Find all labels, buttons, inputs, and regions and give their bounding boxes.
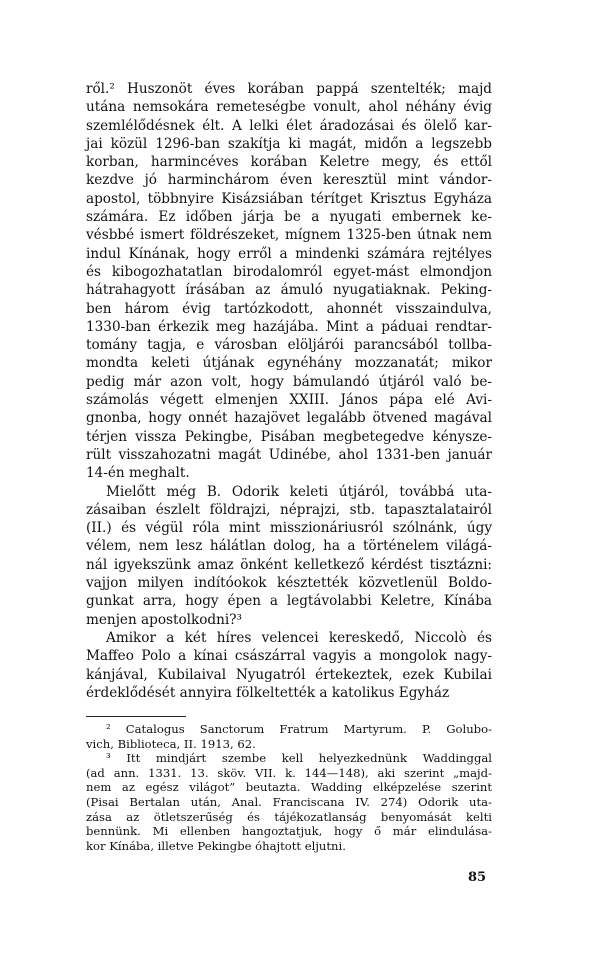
paragraph — [86, 80, 492, 483]
text-line: kor Kínába, illetve Pekingbe óhajtott eljutni. — [86, 838, 346, 853]
footnotes — [86, 722, 492, 853]
footnote — [86, 751, 492, 853]
text-line: tomány tagja, e városban elöljárói parancsából tollba- — [86, 337, 492, 354]
text-line: ² Catalogus Sanctorum Fratrum Martyrum. P. Golubo- — [106, 722, 492, 737]
text-line: kánjával, Kubilaival Nyugatról értekeztek, ezek Kubilai — [86, 666, 492, 683]
text-line: apostol, többnyire Kisázsiában térítget Krisztus Egyháza — [86, 190, 492, 207]
text-line: (II.) és végül róla mint misszionáriusról szólnánk, úgy — [86, 520, 492, 537]
text-line: érdeklődését annyira fölkeltették a katolikus Egyház — [86, 684, 450, 701]
text-line: Amikor a két híres velencei kereskedő, Niccolò és — [106, 629, 492, 646]
text-line: számolás végett elmenjen XXIII. János pápa elé Avi- — [86, 392, 492, 409]
text-line: nál igyekszünk amaz önként kelletkező kérdést tisztázni: — [86, 556, 492, 573]
footnote — [86, 722, 492, 751]
text-line: térjen vissza Pekingbe, Pisában megbetegedve kénysze- — [86, 428, 492, 445]
text-line: ről.² Huszonöt éves korában pappá szentelték; majd — [86, 81, 492, 97]
text-line: bennünk. Mi ellenben hangoztatjuk, hogy ő már elindulása- — [86, 824, 492, 839]
text-line: és kibogozhatatlan birodalomról egyet-mást elmondjon — [86, 263, 492, 280]
paragraph — [86, 629, 492, 702]
text-line: Maffeo Polo a kínai császárral vagyis a mongolok nagy- — [86, 648, 492, 665]
text-line: vajjon milyen indítóokok késztették közvetlenül Boldo- — [86, 575, 492, 592]
text-line: rült visszahozatni magát Udinébe, ahol 1331-ben január — [86, 446, 492, 463]
text-line: számára. Ez időben járja be a nyugati embernek ke- — [86, 209, 492, 226]
text-line: gunkat arra, hogy épen a legtávolabbi Keletre, Kínába — [86, 593, 492, 610]
text-line: ben három évig tartózkodott, ahonnét visszaindulva, — [86, 300, 492, 317]
text-line: indul Kínának, hogy erről a mindenki számára rejtélyes — [86, 245, 492, 262]
text-line: kezdve jó harminchárom éven keresztül mint vándor- — [86, 172, 492, 189]
page-content — [86, 80, 492, 853]
text-line: pedig már azon volt, hogy bámulandó útjáról való be- — [86, 373, 492, 390]
text-line: utána nemsokára remeteségbe vonult, ahol néhány évig — [86, 99, 492, 116]
text-line: (Pisai Bertalan után, Anal. Franciscana IV. 274) Odorik uta- — [86, 795, 492, 810]
text-line: mondta keleti útjának egynéhány mozzanatát; mikor — [86, 355, 492, 372]
text-line: vélem, nem lesz hálátlan dolog, ha a történelem világá- — [86, 538, 492, 555]
text-line: gnonba, hogy onnét hazajövet legalább ötvened magával — [86, 410, 492, 427]
text-line: szemlélődésnek élt. A lelki élet áradozásai és ölelő kar- — [86, 117, 492, 134]
text-line: korban, harmincéves korában Keletre megy, és ettől — [86, 154, 492, 171]
footnote-rule — [86, 716, 186, 717]
text-line: (ad ann. 1331. 13. sköv. VII. k. 144—148), aki szerint „majd- — [86, 765, 492, 780]
text-line: ³ Itt mindjárt szembe kell helyezkednünk Waddinggal — [106, 751, 492, 766]
text-line: menjen apostolkodni?³ — [86, 611, 242, 628]
text-line: zásaiban észlelt földrajzi, néprajzi, stb. tapasztalatairól — [86, 501, 492, 518]
text-line: vésbbé ismert földrészeket, mígnem 1325-ben útnak nem — [86, 227, 492, 244]
text-line: hátrahagyott írásában az ámuló nyugatiaknak. Peking- — [86, 282, 492, 299]
text-line: vich, Biblioteca, II. 1913, 62. — [86, 736, 256, 751]
text-line: 14-én meghalt. — [86, 465, 190, 482]
body-text — [86, 80, 492, 702]
text-line: zása az ötletszerűség és tájékozatlanság benyomását kelti — [86, 809, 492, 824]
text-line: 1330-ban érkezik meg hazájába. Mint a páduai rendtar- — [86, 318, 492, 335]
text-line: jai közül 1296-ban szakítja ki magát, midőn a legszebb — [86, 135, 492, 152]
page-number: 85 — [468, 870, 487, 885]
text-line: nem az egész világot” beutazta. Wadding elképzelése szerint — [86, 780, 492, 795]
text-line: Mielőtt még B. Odorik keleti útjáról, továbbá uta- — [106, 483, 492, 500]
paragraph — [86, 483, 492, 629]
